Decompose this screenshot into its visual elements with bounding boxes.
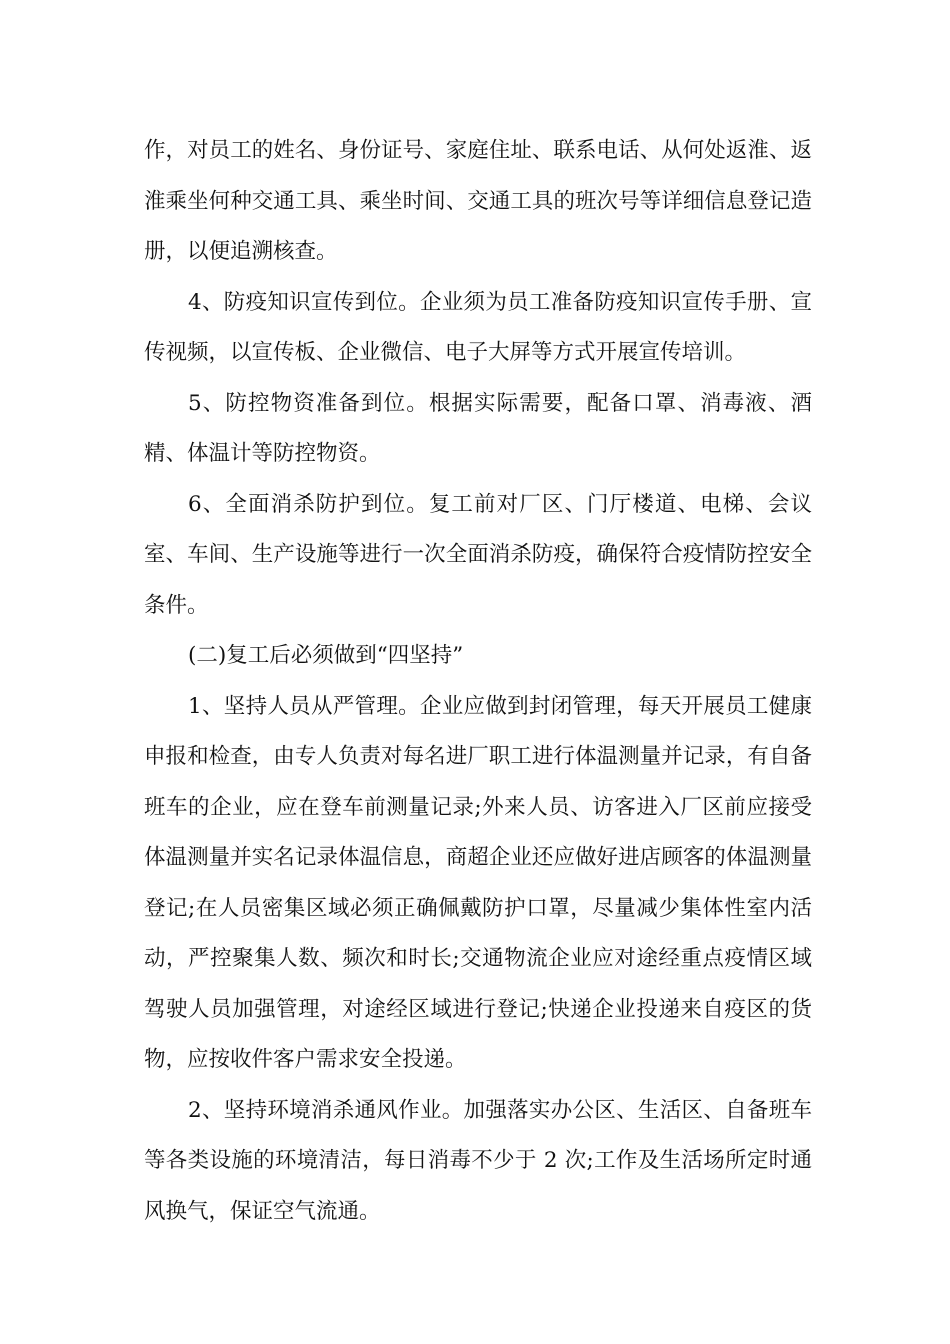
paragraph-registration: 作，对员工的姓名、身份证号、家庭住址、联系电话、从何处返淮、返淮乘坐何种交通工具、乘坐时间、交通工具的班次号等详细信息登记造册，以便追溯核查。: [144, 138, 812, 264]
paragraph-item-5: 5、防控物资准备到位。根据实际需要，配备口罩、消毒液、酒精、体温计等防控物资。: [144, 390, 812, 466]
paragraph-item-6: 6、全面消杀防护到位。复工前对厂区、门厅楼道、电梯、会议室、车间、生产设施等进行一次全面消杀防疫，确保符合疫情防控安全条件。: [144, 491, 812, 618]
paragraph-item-2: 2、坚持环境消杀通风作业。加强落实办公区、生活区、自备班车等各类设施的环境清洁，每日消毒不少于 2 次;工作及生活场所定时通风换气，保证空气流通。: [144, 1097, 812, 1224]
section-heading: (二)复工后必须做到“四坚持”: [188, 643, 464, 668]
paragraph-item-4: 4、防疫知识宣传到位。企业须为员工准备防疫知识宣传手册、宣传视频，以宣传板、企业微信、电子大屏等方式开展宣传培训。: [144, 289, 812, 365]
document-body: [144, 126, 812, 1237]
paragraph-item-1: 1、坚持人员从严管理。企业应做到封闭管理，每天开展员工健康申报和检查，由专人负责对每名进厂职工进行体温测量并记录，有自备班车的企业，应在登车前测量记录;外来人员、访客进入厂区前应接受体温测量并实名记录体温信息，商超企业还应做好进店顾客的体温测量登记;在人员密集区域必须正确佩戴防护口罩，尽量减少集体性室内活动，严控聚集人数、频次和时长;交通物流企业应对途经重点疫情区域驾驶人员加强管理，对途经区域进行登记;快递企业投递来自疫区的货物，应按收件客户需求安全投递。: [144, 693, 812, 1072]
